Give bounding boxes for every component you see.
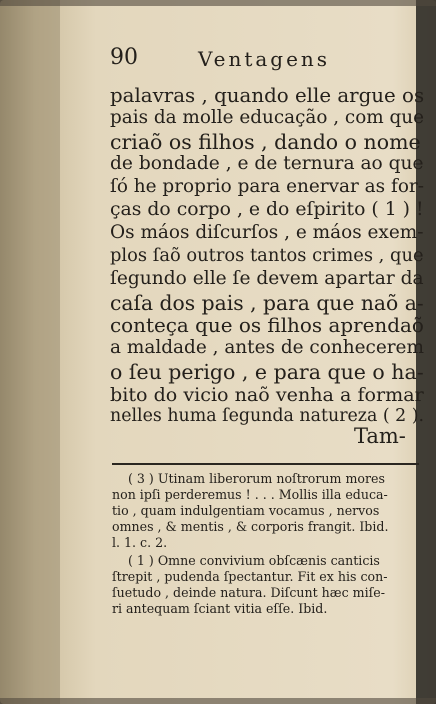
catchword: Tam- xyxy=(354,424,406,448)
body-line: plos ſaõ outros tantos crimes , que xyxy=(110,245,424,266)
body-line: conteça que os filhos aprendaõ xyxy=(110,314,424,337)
footnote-rule xyxy=(112,463,419,465)
footnote-line: ſuetudo , deinde natura. Diſcunt hæc miſe- xyxy=(112,585,386,600)
body-line: caſa dos pais , para que naõ a- xyxy=(110,291,424,315)
body-line: criaõ os filhos , dando o nome xyxy=(110,130,421,154)
footnote-line: l. 1. c. 2. xyxy=(112,535,168,550)
body-line: de bondade , e de ternura ao que xyxy=(110,153,424,174)
footnote-line: omnes , & mentis , & corporis frangit. Ibid. xyxy=(112,519,389,534)
footnote-line: ri antequam ſciant vitia eſſe. Ibid. xyxy=(112,601,328,616)
running-title: Ventagens xyxy=(198,47,331,71)
page-number: 90 xyxy=(110,45,138,70)
body-line: bito do vicio naõ venha a formar xyxy=(110,383,424,406)
body-line: pais da molle educação , com que xyxy=(110,107,425,128)
footnote-line: ( 3 ) Utinam liberorum noſtrorum mores xyxy=(128,471,385,486)
footnote-line: ſtrepit , pudenda ſpectantur. Fit ex his con- xyxy=(112,569,388,584)
body-line: ſó he proprio para enervar as for- xyxy=(110,176,424,197)
footnote-line: ( 1 ) Omne convivium obſcænis canticis xyxy=(128,553,380,568)
body-line: o ſeu perigo , e para que o ha- xyxy=(110,360,424,384)
footnote-line: tio , quam indulgentiam vocamus , nervos xyxy=(112,503,380,518)
body-line: Os máos diſcurſos , e máos exem- xyxy=(110,222,424,243)
body-line: nelles huma ſegunda natureza ( 2 ). xyxy=(110,406,425,426)
body-line: ças do corpo , e do eſpirito ( 1 ) ! xyxy=(110,199,424,220)
footnote-line: non ipſi perderemus ! . . . Mollis illa educa- xyxy=(112,487,388,502)
body-line: palavras , quando elle argue os xyxy=(110,84,425,107)
body-line: a maldade , antes de conhecerem xyxy=(110,337,424,358)
body-line: ſegundo elle ſe devem apartar da xyxy=(110,268,424,289)
